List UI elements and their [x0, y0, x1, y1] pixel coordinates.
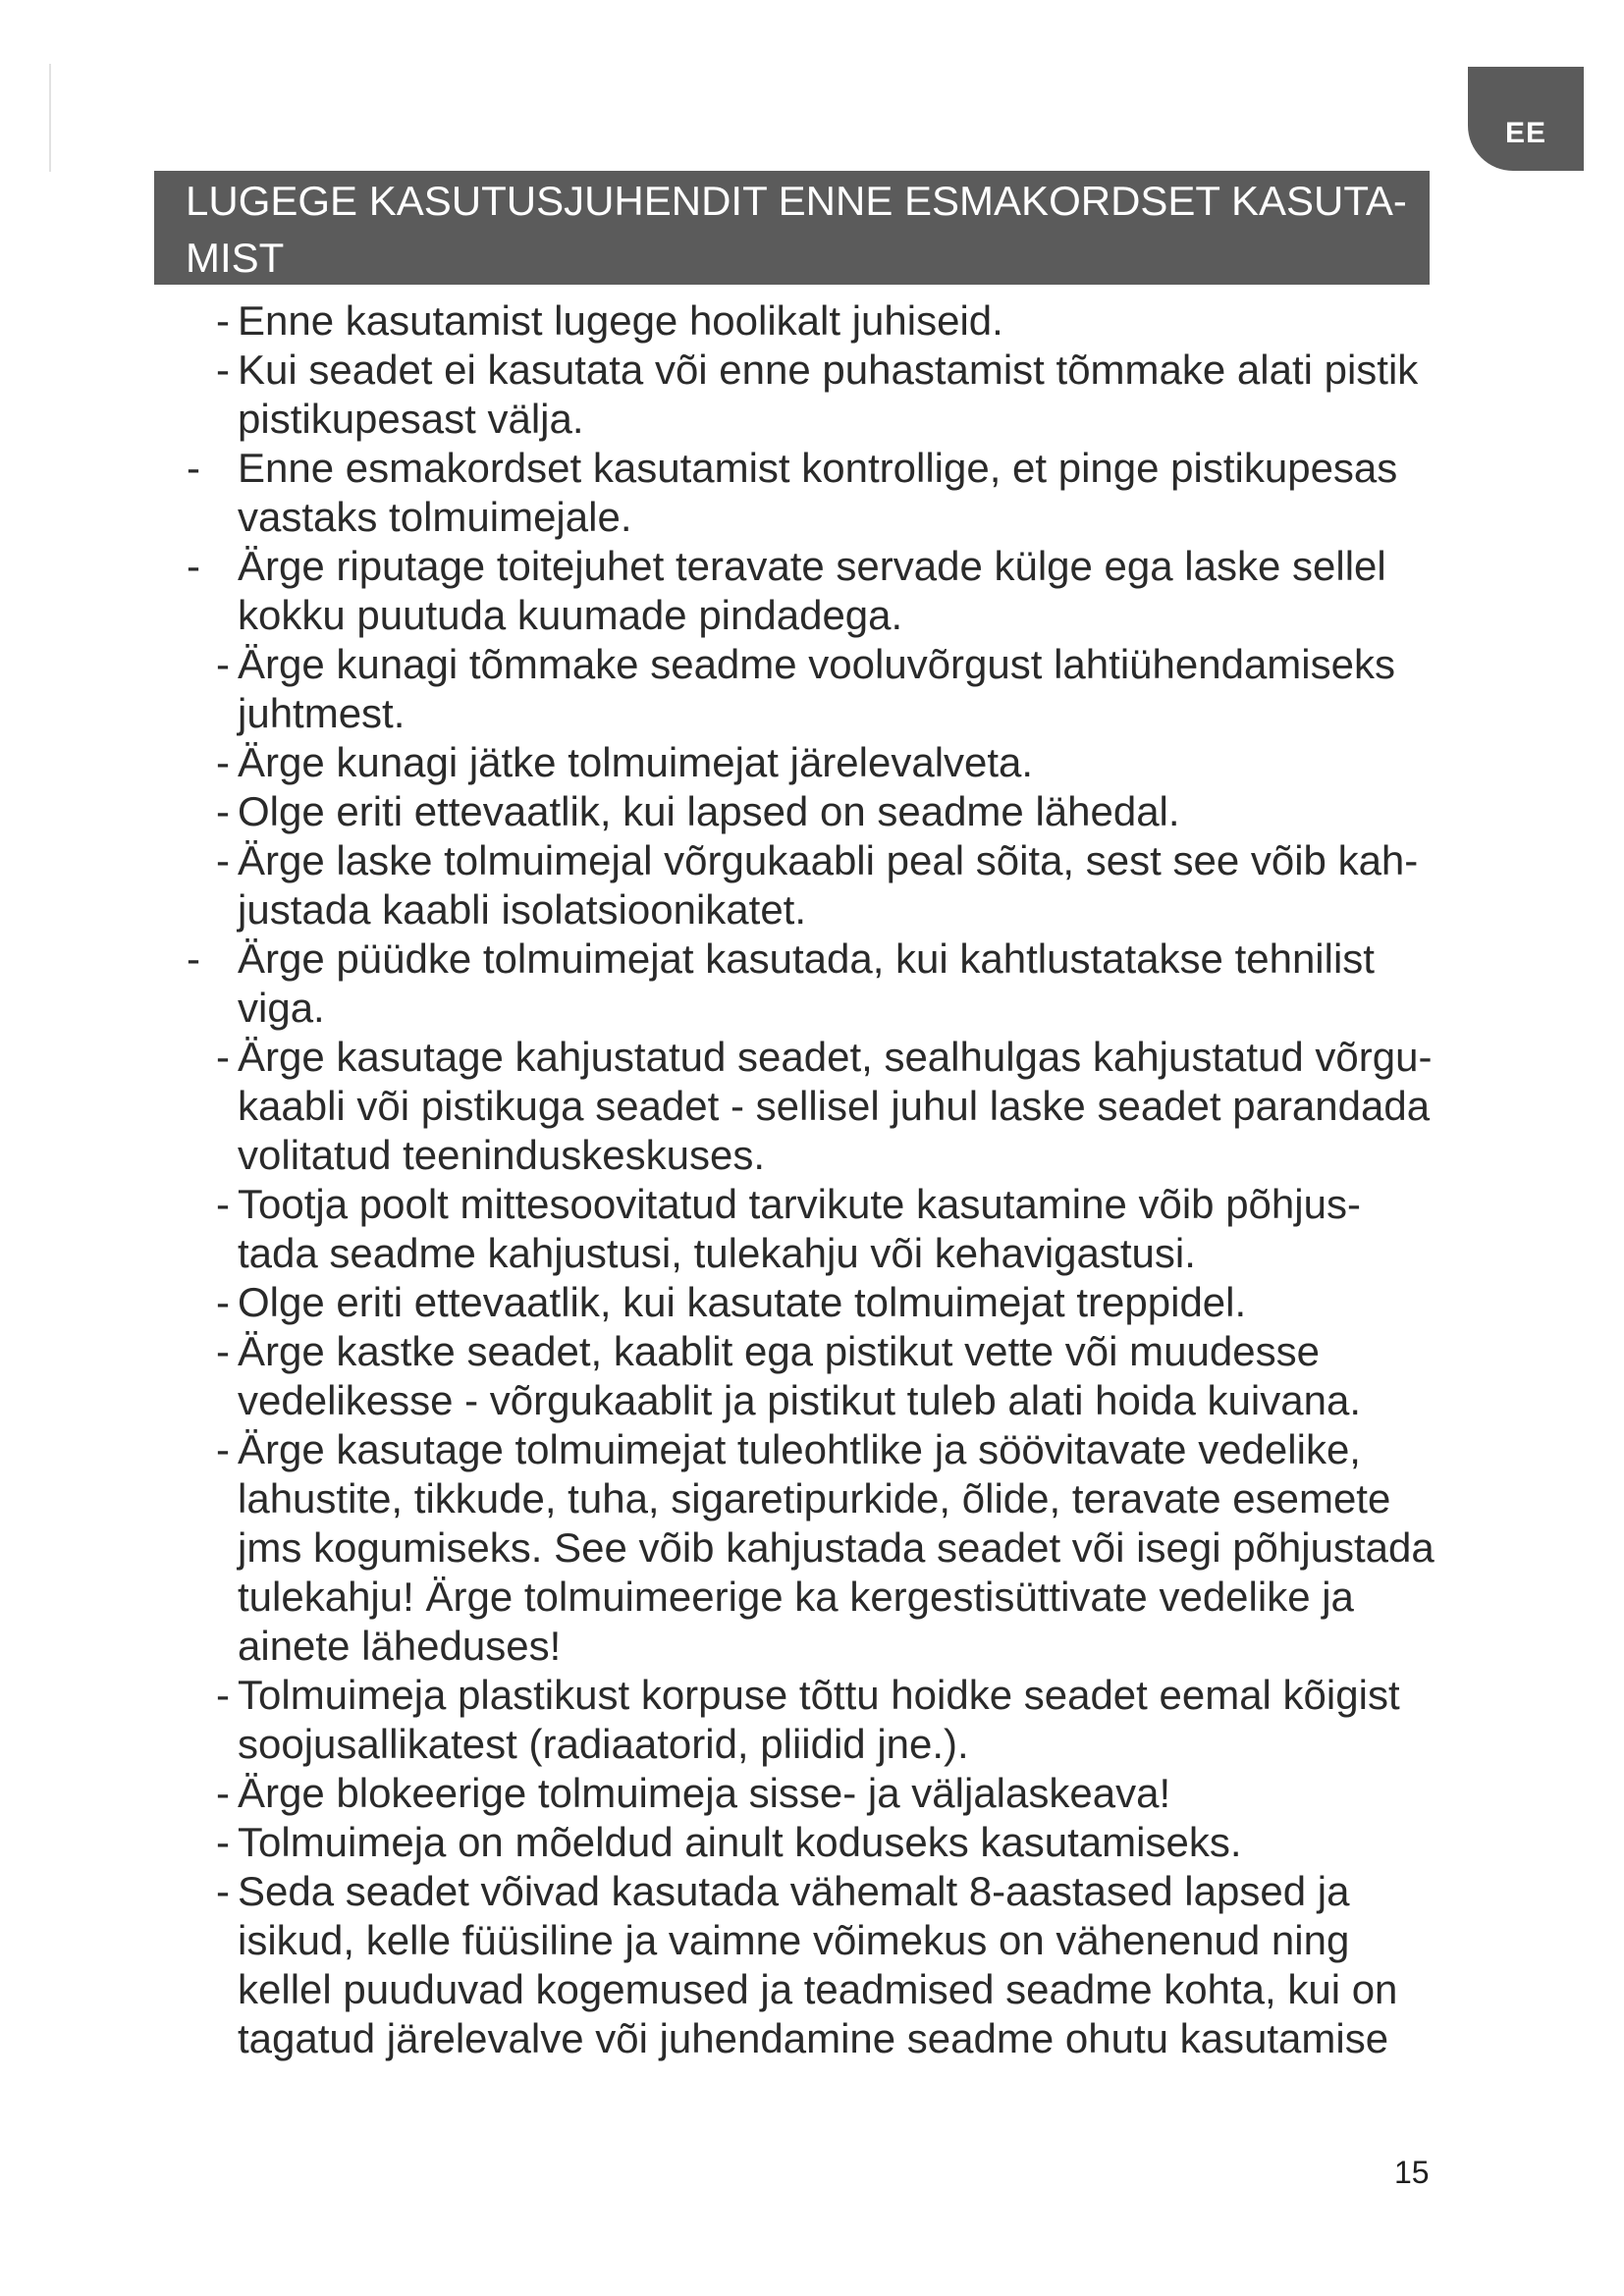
list-bullet: -	[187, 543, 200, 589]
list-bullet: -	[187, 935, 200, 982]
list-item	[187, 1867, 1483, 2063]
list-item-line: Ärge kunagi jätke tolmuimejat järelevalveta.	[238, 739, 1034, 785]
list-item	[187, 1425, 1483, 1671]
list-item	[187, 836, 1483, 934]
list-item-line: Ärge kunagi tõmmake seadme vooluvõrgust lahtiühendamiseks	[238, 641, 1395, 687]
list-bullet: -	[216, 788, 230, 834]
list-item-line: vastaks tolmuimejale.	[238, 494, 632, 540]
list-item-line: Ärge kasutage tolmuimejat tuleohtlike ja söövitavate vedelike,	[238, 1426, 1361, 1472]
list-item-line: Tolmuimeja plastikust korpuse tõttu hoidke seadet eemal kõigist	[238, 1672, 1400, 1718]
page-edge-line	[49, 64, 51, 172]
list-item-line: Ärge blokeerige tolmuimeja sisse- ja väljalaskeava!	[238, 1770, 1171, 1816]
list-item-line: lahustite, tikkude, tuha, sigaretipurkide, õlide, teravate esemete	[238, 1475, 1391, 1522]
list-item-line: Olge eriti ettevaatlik, kui lapsed on seadme lähedal.	[238, 788, 1180, 834]
list-item	[187, 1033, 1483, 1180]
list-item-line: Kui seadet ei kasutata või enne puhastamist tõmmake alati pistik	[238, 347, 1419, 393]
list-bullet: -	[216, 1426, 230, 1472]
section-header-line-2: MIST	[186, 235, 285, 281]
section-header-banner	[154, 171, 1430, 285]
list-item-line: justada kaabli isolatsioonikatet.	[238, 886, 807, 933]
list-item	[187, 934, 1483, 1033]
list-item-line: viga.	[238, 985, 325, 1031]
list-bullet: -	[216, 1181, 230, 1227]
list-bullet: -	[216, 1868, 230, 1914]
list-item-line: Ärge kasutage kahjustatud seadet, sealhulgas kahjustatud võrgu-	[238, 1034, 1433, 1080]
safety-instructions-list	[187, 296, 1483, 2063]
list-item-line: pistikupesast välja.	[238, 396, 584, 442]
list-item-line: soojusallikatest (radiaatorid, pliidid jne.).	[238, 1721, 969, 1767]
list-bullet: -	[216, 739, 230, 785]
list-item	[187, 787, 1483, 836]
list-item-line: Enne esmakordset kasutamist kontrollige, et pinge pistikupesas	[238, 445, 1398, 491]
list-item-line: Ärge laske tolmuimejal võrgukaabli peal sõita, sest see võib kah-	[238, 837, 1419, 883]
list-item-line: Ärge püüdke tolmuimejat kasutada, kui kahtlustatakse tehnilist	[238, 935, 1375, 982]
list-item	[187, 1180, 1483, 1278]
list-item	[187, 444, 1483, 542]
page-number: 15	[1394, 2155, 1430, 2190]
list-bullet: -	[216, 641, 230, 687]
list-bullet: -	[216, 1328, 230, 1374]
list-item-line: Tootja poolt mittesoovitatud tarvikute kasutamine võib põhjus-	[238, 1181, 1361, 1227]
list-item	[187, 1818, 1483, 1867]
list-bullet: -	[216, 1034, 230, 1080]
list-item	[187, 346, 1483, 444]
list-item-line: kellel puuduvad kogemused ja teadmised seadme kohta, kui on	[238, 1966, 1398, 2012]
list-item-line: Ärge kastke seadet, kaablit ega pistikut vette või muudesse	[238, 1328, 1320, 1374]
list-item	[187, 1671, 1483, 1769]
list-item-line: Tolmuimeja on mõeldud ainult koduseks kasutamiseks.	[238, 1819, 1242, 1865]
list-item-line: volitatud teeninduskeskuses.	[238, 1132, 765, 1178]
list-bullet: -	[216, 1279, 230, 1325]
language-tab	[1468, 67, 1584, 171]
list-item-line: juhtmest.	[238, 690, 406, 736]
list-item	[187, 1769, 1483, 1818]
list-bullet: -	[216, 1672, 230, 1718]
section-header-line-1: LUGEGE KASUTUSJUHENDIT ENNE ESMAKORDSET KASUTA-	[186, 178, 1407, 224]
list-item-line: Seda seadet võivad kasutada vähemalt 8-aastased lapsed ja	[238, 1868, 1350, 1914]
list-item	[187, 296, 1483, 346]
list-bullet: -	[216, 297, 230, 344]
list-bullet: -	[216, 347, 230, 393]
list-bullet: -	[216, 1770, 230, 1816]
list-bullet: -	[216, 1819, 230, 1865]
list-item	[187, 1278, 1483, 1327]
list-item-line: tagatud järelevalve või juhendamine seadme ohutu kasutamise	[238, 2015, 1389, 2061]
language-tab-label: EE	[1504, 117, 1547, 149]
list-item-line: tada seadme kahjustusi, tulekahju või kehavigastusi.	[238, 1230, 1196, 1276]
list-item-line: Enne kasutamist lugege hoolikalt juhiseid.	[238, 297, 1003, 344]
list-item	[187, 640, 1483, 738]
list-item	[187, 738, 1483, 787]
list-item	[187, 1327, 1483, 1425]
list-item-line: vedelikesse - võrgukaablit ja pistikut tuleb alati hoida kuivana.	[238, 1377, 1361, 1423]
list-item	[187, 542, 1483, 640]
list-item-line: Ärge riputage toitejuhet teravate servade külge ega laske sellel	[238, 543, 1386, 589]
list-item-line: ainete läheduses!	[238, 1623, 562, 1669]
list-item-line: kokku puutuda kuumade pindadega.	[238, 592, 903, 638]
list-item-line: Olge eriti ettevaatlik, kui kasutate tolmuimejat treppidel.	[238, 1279, 1247, 1325]
list-item-line: kaabli või pistikuga seadet - sellisel juhul laske seadet parandada	[238, 1083, 1431, 1129]
list-bullet: -	[216, 837, 230, 883]
list-item-line: isikud, kelle füüsiline ja vaimne võimekus on vähenenud ning	[238, 1917, 1350, 1963]
list-item-line: tulekahju! Ärge tolmuimeerige ka kergestisüttivate vedelike ja	[238, 1574, 1354, 1620]
list-item-line: jms kogumiseks. See võib kahjustada seadet või isegi põhjustada	[238, 1524, 1435, 1571]
list-bullet: -	[187, 445, 200, 491]
